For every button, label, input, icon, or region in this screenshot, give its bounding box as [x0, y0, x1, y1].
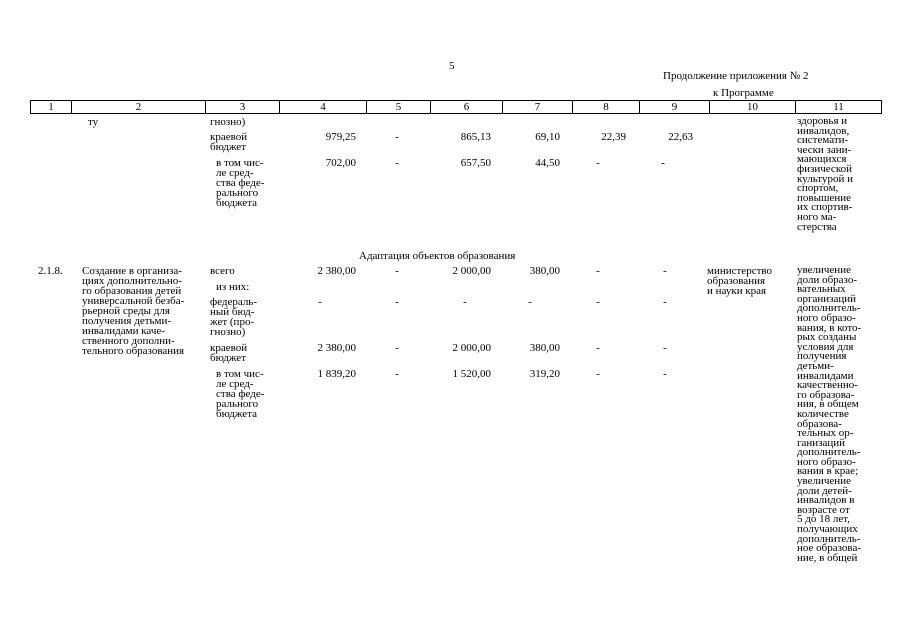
item-col3-federal: федераль- ный бюд- жет (про- гнозно): [210, 296, 257, 338]
top-kraevoy-c4: 979,25: [325, 131, 356, 143]
top-col3-federal: в том чис- ле сред- ства феде- рального бюджета: [216, 157, 265, 209]
col-header: 3: [206, 101, 280, 114]
item-col11-indicator: увеличение доли образо- вательных организаций дополнитель- ного образо- вания, в кото- рых созданы условия для получения детьми- инвалидами качественно- го образова- ния, в общем количестве образова- тельных ор- ганизаций дополнитель- ного образо- вания в крае; увеличение доли детей- инвалидов в возрасте от 5 до 18 лет, получающих дополнитель- ное образова- ние, в общей: [797, 264, 862, 564]
top-federal-c7: 44,50: [535, 157, 560, 169]
item-col3-vtom: в том чис- ле сред- ства феде- рального бюджета: [216, 368, 265, 420]
item-col3-kraevoy: краевой бюджет: [210, 342, 248, 364]
item-federal-c8: -: [596, 296, 600, 308]
col-header: 6: [431, 101, 503, 114]
col-header: 7: [503, 101, 573, 114]
item-kraevoy-c4: 2 380,00: [317, 342, 356, 354]
item-number: 2.1.8.: [38, 265, 63, 277]
top-federal-c8: -: [596, 157, 600, 169]
item-vsego-c4: 2 380,00: [317, 265, 356, 277]
item-kraevoy-c5: -: [395, 342, 399, 354]
top-kraevoy-c7: 69,10: [535, 131, 560, 143]
item-federal-c7: -: [528, 296, 532, 308]
col-header: 9: [640, 101, 710, 114]
item-federal-c6: -: [463, 296, 467, 308]
item-col10-executor: министерство образования и науки края: [707, 265, 773, 297]
col-header: 2: [72, 101, 206, 114]
col-header: 10: [710, 101, 796, 114]
top-col3-prognozno: гнозно): [210, 116, 246, 128]
item-vsego-c5: -: [395, 265, 399, 277]
col-header: 4: [280, 101, 367, 114]
section-title: Адаптация объектов образования: [359, 250, 516, 262]
col-header: 8: [573, 101, 640, 114]
item-kraevoy-c8: -: [596, 342, 600, 354]
item-vtom-c4: 1 839,20: [317, 368, 356, 380]
item-vsego-c8: -: [596, 265, 600, 277]
col-header: 5: [367, 101, 431, 114]
top-federal-c6: 657,50: [460, 157, 491, 169]
item-col3-vsego: всего: [210, 265, 235, 277]
item-vtom-c5: -: [395, 368, 399, 380]
item-kraevoy-c6: 2 000,00: [452, 342, 491, 354]
top-kraevoy-c5: -: [395, 131, 399, 143]
item-vtom-c6: 1 520,00: [452, 368, 491, 380]
page-number: 5: [449, 60, 455, 72]
item-col3-iz-nih: из них:: [216, 281, 250, 293]
item-vsego-c7: 380,00: [529, 265, 560, 277]
top-federal-c9: -: [661, 157, 665, 169]
col-header: 1: [31, 101, 72, 114]
top-kraevoy-c6: 865,13: [460, 131, 491, 143]
item-federal-c4: -: [318, 296, 322, 308]
item-vsego-c9: -: [663, 265, 667, 277]
item-vtom-c9: -: [663, 368, 667, 380]
top-kraevoy-c8: 22,39: [601, 131, 626, 143]
appendix-subtitle: к Программе: [713, 87, 774, 99]
item-kraevoy-c9: -: [663, 342, 667, 354]
top-federal-c4: 702,00: [325, 157, 356, 169]
top-col2-text: ту: [88, 116, 99, 128]
top-col3-kraevoy: краевой бюджет: [210, 131, 248, 153]
top-federal-c5: -: [395, 157, 399, 169]
column-header-table: [30, 100, 882, 114]
item-vtom-c8: -: [596, 368, 600, 380]
item-vtom-c7: 319,20: [529, 368, 560, 380]
item-federal-c9: -: [663, 296, 667, 308]
item-kraevoy-c7: 380,00: [529, 342, 560, 354]
item-federal-c5: -: [395, 296, 399, 308]
col-header: 11: [796, 101, 882, 114]
top-col11-text: здоровья и инвалидов, системати- чески зани- мающихся физической культурой и спортом, повышение их спортив- ного ма- стерства: [797, 115, 853, 233]
item-name: Создание в организа- циях дополнительно- го образования детей универсальной безба- рьерной среды для получения детьми- инвалидами каче- ственного дополни- тельного образования: [82, 265, 185, 357]
top-kraevoy-c9: 22,63: [668, 131, 693, 143]
appendix-title: Продолжение приложения № 2: [663, 70, 809, 82]
item-vsego-c6: 2 000,00: [452, 265, 491, 277]
